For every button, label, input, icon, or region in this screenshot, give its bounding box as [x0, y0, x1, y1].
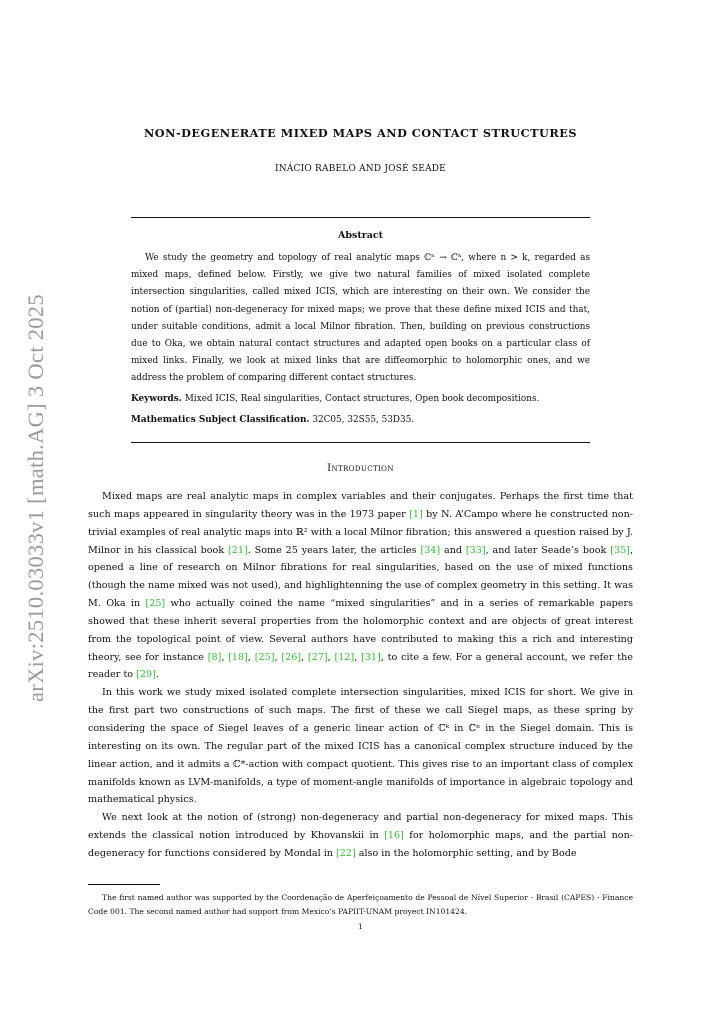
text-run: Mixed maps are real analytic maps in complex variables and their conjugates. Perhaps the first time that such maps appeared in singularity theory was in the 1973 paper [88, 491, 633, 520]
text-run: also in the holomorphic setting, and by Bode [355, 847, 577, 859]
text-run: who actually coined the name “mixed singularities” and in a series of remarkable papers showed that these inherit several properties from the holomorphic context and are objects of great interest from the topological point of view. Several authors have contributed to making this a rich and interesting theory, see for instance [88, 598, 633, 663]
text-run: , [274, 651, 282, 663]
footnote [88, 891, 633, 919]
citation-link[interactable]: [8] [207, 651, 222, 663]
abstract-heading: Abstract [337, 230, 384, 241]
keywords-label: Keywords. [131, 394, 182, 404]
citation-link[interactable]: [18] [228, 651, 248, 663]
abstract-bottom-rule [131, 442, 590, 443]
footnote-rule [88, 884, 160, 885]
arxiv-identifier: arXiv:2510.03033v1 [math.AG] 3 Oct 2025 [23, 294, 48, 702]
citation-link[interactable]: [12] [334, 651, 355, 663]
citation-link[interactable]: [21] [228, 544, 248, 556]
paper-title: NON-DEGENERATE MIXED MAPS AND CONTACT STRUCTURES [143, 126, 578, 140]
paper-authors: INÁCIO RABELO AND JOSÉ SEADE [275, 164, 446, 174]
abstract-body [131, 250, 590, 388]
text-run: We next look at the notion of (strong) non-degeneracy and partial non-degeneracy for mixed maps. This extends the classical notion introduced by Khovanskii in [88, 812, 633, 842]
text-run: , [221, 651, 229, 663]
citation-link[interactable]: [34] [420, 544, 441, 556]
citation-link[interactable]: [27] [307, 651, 328, 663]
citation-link[interactable]: [33] [465, 544, 486, 556]
citation-link[interactable]: [26] [281, 651, 302, 663]
citation-link[interactable]: [22] [336, 847, 356, 859]
text-run: . [155, 669, 159, 681]
section-heading [0, 463, 721, 474]
msc-line [131, 415, 590, 425]
citation-link[interactable]: [1] [409, 508, 423, 520]
paragraph-1 [88, 488, 633, 684]
citation-link[interactable]: [25] [254, 651, 275, 663]
text-run: . Some 25 years later, the articles [247, 544, 421, 556]
text-run: , and later Seade’s book [485, 544, 611, 556]
section-title: Introduction [327, 463, 394, 474]
keywords-text: Mixed ICIS, Real singularities, Contact structures, Open book decompositions. [184, 394, 540, 404]
msc-text: 32C05, 32S55, 53D35. [312, 415, 415, 425]
introduction-body [88, 488, 633, 863]
text-run: and [440, 544, 466, 556]
citation-link[interactable]: [16] [384, 830, 404, 842]
abstract-text: We study the geometry and topology of real analytic maps ℂⁿ → ℂᵏ, where n > k, regarded as mixed maps, defined below. Firstly, we give two natural families of mixed isolated complete intersection singularities, called mixed ICIS, which are interesting on their own. We consider the notion of (partial) non-degeneracy for mixed maps; we prove that these define mixed ICIS and that, under suitable conditions, admit a local Milnor fibration. Then, building on previous constructions due to Oka, we obtain natural contact structures and adapted open books on a particular class of mixed links. Finally, we look at mixed links that are diffeomorphic to holomorphic ones, and we address the problem of comparing different contact structures. [131, 253, 590, 384]
text-run: , [301, 651, 308, 663]
footnote-text: The first named author was supported by the Coordenação de Aperfeiçoamento de Pessoal de Nível Superior - Brasil (CAPES) - Finance Code 001. The second named author had support from Mexico’s PAPIIT-UNAM proyect IN101424. [88, 893, 633, 917]
text-run: for holomorphic maps, and the partial non-degeneracy for functions considered by Mondal in [88, 830, 633, 859]
page-number: 1 [358, 922, 363, 931]
citation-link[interactable]: [29] [136, 669, 156, 681]
text-run: , [354, 651, 362, 663]
text-run: , [327, 651, 335, 663]
citation-link[interactable]: [25] [145, 598, 166, 610]
msc-label: Mathematics Subject Classification. [131, 415, 310, 425]
citation-link[interactable]: [35] [610, 544, 630, 556]
citation-link[interactable]: [31] [361, 651, 381, 663]
text-run: by N. A’Campo where he constructed non-trivial examples of real analytic maps into ℝ² with a local Milnor fibration; this answered a question raised by J. Milnor in his classical book [88, 508, 633, 556]
abstract-top-rule [131, 217, 590, 218]
text-run: , to cite a few. For a general account, we refer the reader to [88, 651, 633, 681]
paragraph-2: In this work we study mixed isolated complete intersection singularities, mixed ICIS for short. We give in the first part two constructions of such maps. The first of these we call Siegel maps, as these spring by considering the space of Siegel leaves of a generic linear action of ℂᵏ in ℂⁿ in the Siegel domain. This is interesting on its own. The regular part of the mixed ICIS has a canonical complex structure induced by the linear action, and it admits a ℂ*-action with compact quotient. This gives rise to an important class of complex manifolds known as LVM-manifolds, a type of moment-angle manifolds of importance in algebraic topology and mathematical physics. [88, 687, 633, 806]
text-run: , opened a line of research on Milnor fibrations for real singularities, based on the use of mixed functions (though the name mixed was not used), and highlightenning the use of complex geometry in this setting. It was M. Oka in [88, 544, 633, 610]
text-run: , [247, 651, 255, 663]
paragraph-3 [88, 809, 633, 863]
arxiv-watermark [12, 292, 56, 702]
keywords-line [131, 394, 590, 404]
